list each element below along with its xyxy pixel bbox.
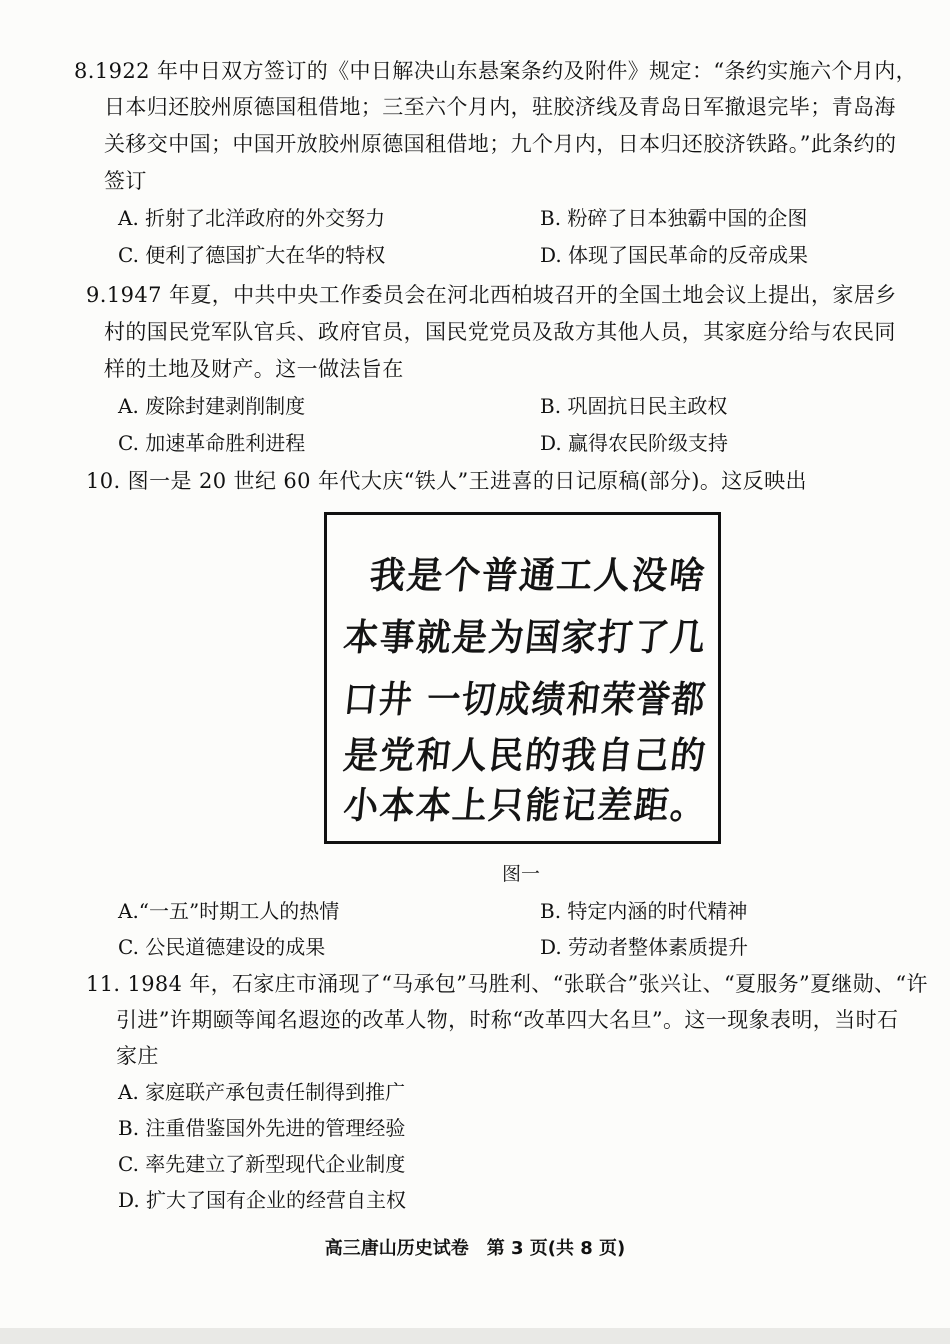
figure-caption: 图一: [502, 863, 541, 885]
question-9-option-c[interactable]: C. 加速革命胜利进程: [118, 431, 306, 455]
question-9-option-d[interactable]: D. 赢得农民阶级支持: [540, 431, 729, 455]
question-10-option-c[interactable]: C. 公民道德建设的成果: [118, 935, 326, 959]
question-8-line-4: 签订: [104, 169, 147, 193]
handwriting-line-2: 本事就是为国家打了几: [341, 615, 710, 659]
question-11-line-3: 家庄: [116, 1044, 159, 1068]
question-8-line-3: 关移交中国；中国开放胶州原德国租借地；九个月内，日本归还胶济铁路。”此条约的: [104, 132, 897, 156]
question-8-option-c[interactable]: C. 便利了德国扩大在华的特权: [118, 243, 386, 267]
question-10-option-b[interactable]: B. 特定内涵的时代精神: [540, 899, 748, 923]
question-11-line-1: 11. 1984 年，石家庄市涌现了“马承包”马胜利、“张联合”张兴让、“夏服务”夏继勋、“许: [86, 972, 928, 996]
diary-manuscript-figure: [324, 512, 721, 844]
question-9-line-1: 9.1947 年夏，中共中央工作委员会在河北西柏坡召开的全国土地会议上提出，家居乡: [86, 283, 897, 307]
handwriting-line-1: 我是个普通工人没啥: [367, 553, 710, 597]
question-11-option-a[interactable]: A. 家庭联产承包责任制得到推广: [118, 1080, 406, 1104]
question-11-option-d[interactable]: D. 扩大了国有企业的经营自主权: [118, 1188, 407, 1212]
handwriting-line-5: 小本本上只能记差距。: [341, 783, 710, 827]
question-10-option-d[interactable]: D. 劳动者整体素质提升: [540, 935, 749, 959]
question-8-option-d[interactable]: D. 体现了国民革命的反帝成果: [540, 243, 809, 267]
question-9-line-2: 村的国民党军队官兵、政府官员，国民党党员及敌方其他人员，其家庭分给与农民同: [104, 320, 896, 344]
question-8-line-2: 日本归还胶州原德国租借地；三至六个月内，驻胶济线及青岛日军撤退完毕；青岛海: [104, 95, 896, 119]
handwriting-line-4: 是党和人民的我自己的: [341, 733, 710, 777]
scan-edge: [0, 1328, 950, 1344]
question-9-option-b[interactable]: B. 巩固抗日民主政权: [540, 394, 728, 418]
question-8-line-1: 8.1922 年中日双方签订的《中日解决山东悬案条约及附件》规定：“条约实施六个月内，: [74, 59, 918, 83]
question-9-line-3: 样的土地及财产。这一做法旨在: [104, 357, 404, 381]
question-11-line-2: 引进”许期颐等闻名遐迩的改革人物，时称“改革四大名旦”。这一现象表明，当时石: [116, 1008, 899, 1032]
handwriting-line-3: 口井 一切成绩和荣誉都: [341, 677, 709, 721]
page-footer: 高三唐山历史试卷 第 3 页(共 8 页): [324, 1238, 626, 1259]
question-8-option-b[interactable]: B. 粉碎了日本独霸中国的企图: [540, 206, 808, 230]
question-8-option-a[interactable]: A. 折射了北洋政府的外交努力: [118, 206, 386, 230]
question-9-option-a[interactable]: A. 废除封建剥削制度: [118, 394, 306, 418]
question-11-option-b[interactable]: B. 注重借鉴国外先进的管理经验: [118, 1116, 406, 1140]
question-10-option-a[interactable]: A.“一五”时期工人的热情: [118, 899, 340, 923]
question-11-option-c[interactable]: C. 率先建立了新型现代企业制度: [118, 1152, 406, 1176]
question-10-line-1: 10. 图一是 20 世纪 60 年代大庆“铁人”王进喜的日记原稿(部分)。这反映出: [86, 469, 807, 493]
